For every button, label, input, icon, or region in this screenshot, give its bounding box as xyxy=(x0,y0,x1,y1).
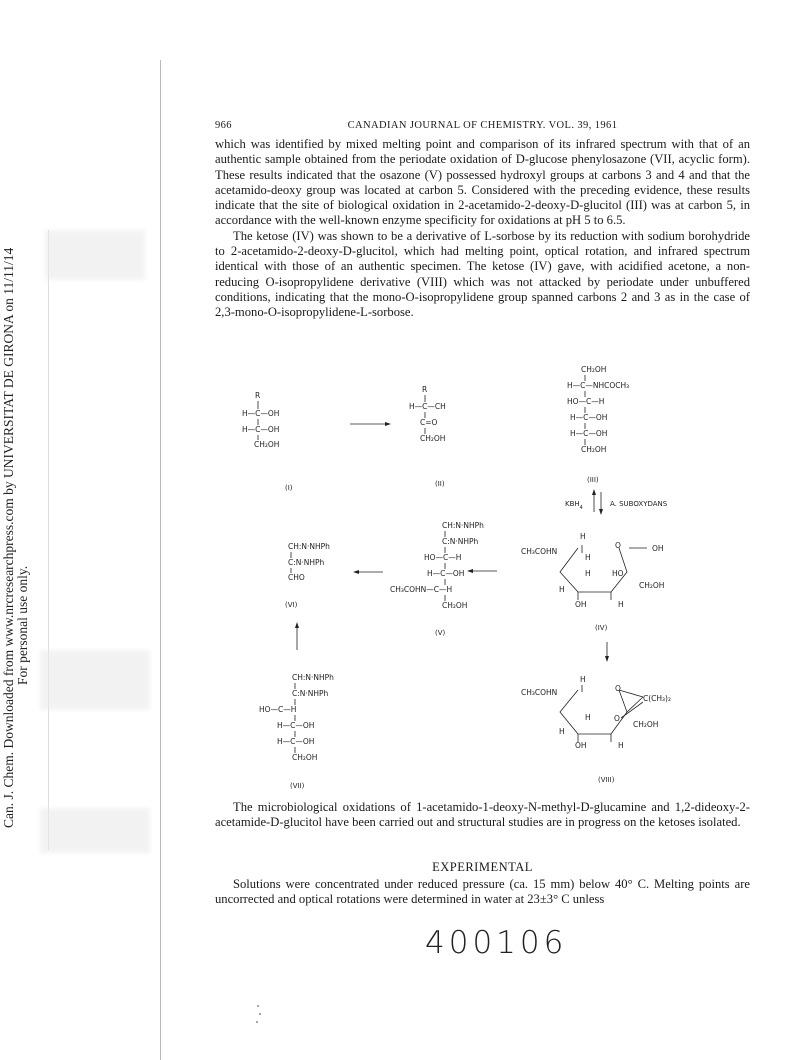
body-text-experimental xyxy=(215,877,750,908)
paragraph: The microbiological oxidations of 1-acetamido-1-deoxy-N-methyl-D-glucamine and 1,2-dideoxy-2-acetamide-D-glucitol have been carried out and structural studies are in progress on the ketoses isolated. xyxy=(215,800,750,830)
label-II: (II) xyxy=(435,480,445,488)
compound-VII xyxy=(259,673,334,790)
svg-text:H: H xyxy=(580,532,586,541)
svg-text:H—C—OH: H—C—OH xyxy=(570,413,608,422)
download-notice-line: Can. J. Chem. Downloaded from www.nrcresearchpress.com by UNIVERSITAT DE GIRONA on 11/11/14 xyxy=(1,247,16,828)
scan-smudge xyxy=(45,230,145,280)
scan-smudge xyxy=(40,808,150,853)
label-VII: (VII) xyxy=(290,782,305,790)
svg-text:HO—C—H: HO—C—H xyxy=(567,397,605,406)
svg-text:H: H xyxy=(585,569,591,578)
svg-text:CH₃COHN: CH₃COHN xyxy=(521,688,558,697)
svg-text:H: H xyxy=(618,741,624,750)
svg-text:H: H xyxy=(585,713,591,722)
scan-speck xyxy=(256,1021,258,1023)
page-number: 966 xyxy=(215,120,232,131)
svg-text:O: O xyxy=(615,684,621,693)
svg-text:CHO: CHO xyxy=(288,573,305,582)
body-text-bottom xyxy=(215,800,750,831)
paragraph: Solutions were concentrated under reduced pressure (ca. 15 mm) below 40° C. Melting points are uncorrected and optical rotations were determined in water at 23±3° C unless xyxy=(215,877,750,907)
compound-II xyxy=(409,385,446,443)
svg-text:H—C—OH: H—C—OH xyxy=(277,721,315,730)
scan-speck xyxy=(259,1013,261,1015)
handwritten-number: 400106 xyxy=(425,925,568,961)
personal-use-notice: For personal use only. xyxy=(15,565,30,685)
svg-text:CH:N·NHPh: CH:N·NHPh xyxy=(288,542,330,551)
journal-title: CANADIAN JOURNAL OF CHEMISTRY. VOL. 39, 1961 xyxy=(347,120,618,131)
svg-text:H—C—OH: H—C—OH xyxy=(570,429,608,438)
compound-V xyxy=(390,521,484,637)
svg-text:C:N·NHPh: C:N·NHPh xyxy=(288,558,325,567)
label-III: (III) xyxy=(587,476,599,484)
reagent-kbh4: $KBH_4$ xyxy=(565,500,583,511)
svg-text:CH₂OH: CH₂OH xyxy=(292,753,318,762)
svg-text:H: H xyxy=(559,585,565,594)
page-gutter-line xyxy=(160,60,161,1060)
svg-text:H: H xyxy=(585,553,591,562)
reagent-suboxydans: A. SUBOXYDANS xyxy=(610,500,668,508)
label-VI: (VI) xyxy=(285,601,298,609)
svg-text:HO—C—H: HO—C—H xyxy=(259,705,297,714)
svg-text:H: H xyxy=(580,675,586,684)
svg-text:H—C—OH: H—C—OH xyxy=(242,425,280,434)
label-V: (V) xyxy=(435,629,446,637)
svg-text:C:N·NHPh: C:N·NHPh xyxy=(292,689,329,698)
download-notice xyxy=(2,238,32,828)
svg-text:CH₂OH: CH₂OH xyxy=(581,445,607,454)
svg-text:HO—C—H: HO—C—H xyxy=(424,553,462,562)
svg-text:H—C—OH: H—C—OH xyxy=(427,569,465,578)
svg-text:CH₂OH: CH₂OH xyxy=(639,581,665,590)
svg-text:O: O xyxy=(614,714,620,723)
paragraph: The ketose (IV) was shown to be a derivative of L-sorbose by its reduction with sodium borohydride to 2-acetamido-2-deoxy-D-glucitol, which had melting point, optical rotation, and infrared spectrum identical with those of an authentic specimen. The ketose (IV) gave, with acidified acetone, a non-reducing O-isopropylidene derivative (VIII) which was not attacked by periodate under unbuffered conditions, indicating that the mono-O-isopropylidene group spanned carbons 2 and 3 as in the case of 2,3-mono-O-isopropylidene-L-sorbose. xyxy=(215,228,750,320)
margin-line xyxy=(48,230,49,850)
svg-text:CH₂OH: CH₂OH xyxy=(254,440,280,449)
paragraph: which was identified by mixed melting point and comparison of its infrared spectrum with that of an authentic sample obtained from the periodate oxidation of D-glucose phenylosazone (VII, acyclic form). These results indicated that the osazone (V) possessed hydroxyl groups at carbons 3 and 4 and that the acetamido-deoxy group was located at carbon 5. Considered with the preceding evidence, these results indicate that the site of biological oxidation in 2-acetamido-2-deoxy-D-glucitol (III) was at carbon 5, in accordance with the well-known enzyme specificity for oxidations at pH 5 to 6.5. xyxy=(215,137,750,228)
svg-text:CH₃COHN: CH₃COHN xyxy=(521,547,558,556)
svg-text:OH: OH xyxy=(575,741,587,750)
svg-text:O: O xyxy=(615,541,621,550)
svg-text:R: R xyxy=(255,391,261,400)
label-I: (I) xyxy=(285,484,293,492)
svg-text:CH:N·NHPh: CH:N·NHPh xyxy=(442,521,484,530)
svg-text:C:N·NHPh: C:N·NHPh xyxy=(442,537,479,546)
svg-text:CH₃COHN—C—H: CH₃COHN—C—H xyxy=(390,585,453,594)
svg-text:H: H xyxy=(559,727,565,736)
compound-I xyxy=(242,391,279,449)
compound-VI xyxy=(285,542,330,609)
body-text-top xyxy=(215,137,750,321)
svg-text:CH₂OH: CH₂OH xyxy=(581,365,607,374)
label-VIII: (VIII) xyxy=(598,776,615,784)
svg-text:H—C—NHCOCH₃: H—C—NHCOCH₃ xyxy=(567,381,630,390)
svg-text:C(CH₃)₂: C(CH₃)₂ xyxy=(643,694,671,703)
svg-text:CH₂OH: CH₂OH xyxy=(633,720,659,729)
compound-IV xyxy=(521,532,664,632)
svg-text:H—C—OH: H—C—OH xyxy=(242,409,280,418)
scan-smudge xyxy=(40,650,150,710)
svg-text:OH: OH xyxy=(652,544,664,553)
svg-text:CH₂OH: CH₂OH xyxy=(442,601,468,610)
svg-text:H—C—CH: H—C—CH xyxy=(409,402,446,411)
label-IV: (IV) xyxy=(595,624,608,632)
compound-VIII xyxy=(521,675,671,784)
svg-text:CH₂OH: CH₂OH xyxy=(420,434,446,443)
reaction-scheme xyxy=(215,352,750,802)
svg-text:C=O: C=O xyxy=(420,418,438,427)
svg-text:CH:N·NHPh: CH:N·NHPh xyxy=(292,673,334,682)
svg-text:H—C—OH: H—C—OH xyxy=(277,737,315,746)
section-heading: EXPERIMENTAL xyxy=(432,860,533,874)
svg-text:OH: OH xyxy=(575,600,587,609)
compound-III xyxy=(567,365,629,454)
svg-text:HO: HO xyxy=(612,569,624,578)
svg-text:R: R xyxy=(422,385,428,394)
scan-speck xyxy=(257,1005,259,1007)
svg-text:H: H xyxy=(618,600,624,609)
